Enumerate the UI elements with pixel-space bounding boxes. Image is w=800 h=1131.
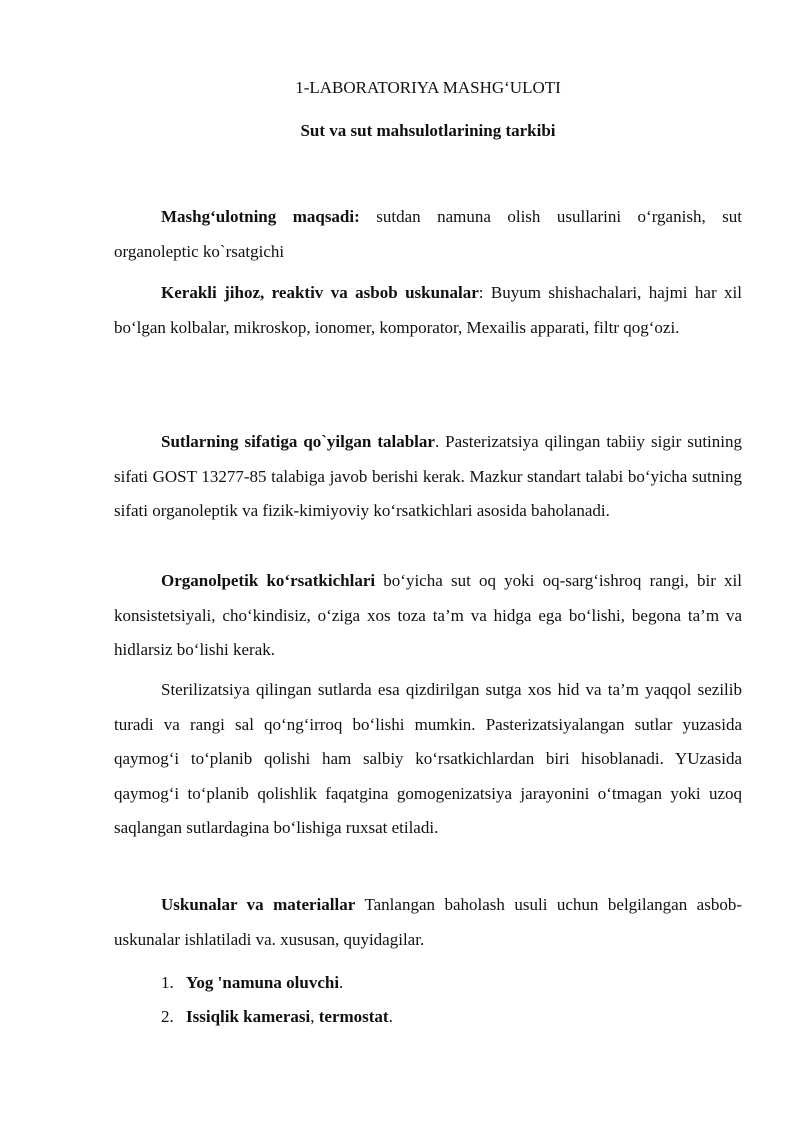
- list-item: [161, 1006, 393, 1028]
- equipment-label: Kerakli jihoz, reaktiv va asbob uskunalar: [161, 283, 479, 302]
- aim-text: sutdan namuna olish usullarini o‘rganish, sut organoleptic ko`rsatgichi: [114, 207, 742, 261]
- list-item-plain: .: [388, 1007, 393, 1026]
- aim-label: Mashg‘ulotning maqsadi:: [161, 207, 360, 226]
- requirements-paragraph: [114, 425, 742, 529]
- requirements-text: . Pasterizatsiya qilingan tabiiy sigir sutining sifati GOST 13277-85 talabiga javob berishi kerak. Mazkur standart talabi bo‘yicha sutning sifati organoleptik va fizik-kimiyoviy ko‘rsatkichlari asosida baholanadi.: [114, 432, 743, 521]
- list-item-bold: termostat: [318, 1007, 389, 1026]
- requirements-label: Sutlarning sifatiga qo`yilgan talablar: [161, 432, 435, 451]
- materials-label: Uskunalar va materiallar: [161, 895, 356, 914]
- list-item-bold: Yog 'namuna oluvchi: [186, 973, 340, 992]
- organoleptic-text: bo‘yicha sut oq yoki oq-sarg‘ishroq rangi, bir xil konsistetsiyali, cho‘kindisiz, o‘ziga xos toza ta’m va hidga ega bo‘lishi, begona ta’m va hidlarsiz bo‘lishi kerak.: [114, 571, 742, 660]
- aim-paragraph: [114, 200, 742, 269]
- equipment-text: : Buyum shishachalari, hajmi har xil bo‘lgan kolbalar, mikroskop, ionomer, komporator, Mexailis apparati, filtr qog‘ozi.: [114, 283, 742, 337]
- materials-paragraph: [114, 888, 742, 957]
- organoleptic-paragraph: [114, 564, 742, 668]
- document-title: 1-LABORATORIYA MASHG‘ULOTI: [295, 78, 561, 97]
- sterilized-paragraph: [114, 673, 742, 846]
- organoleptic-label: Organolpetik ko‘rsatkichlari: [161, 571, 376, 590]
- list-item-bold: Issiqlik kamerasi: [186, 1007, 311, 1026]
- list-item-number: 2.: [161, 1007, 174, 1026]
- list-item: [161, 972, 343, 994]
- list-item-number: 1.: [161, 973, 174, 992]
- list-item-plain: .: [339, 973, 344, 992]
- list-item-plain: ,: [310, 1007, 319, 1026]
- document-subtitle: Sut va sut mahsulotlarining tarkibi: [300, 121, 556, 140]
- equipment-paragraph: [114, 276, 742, 345]
- materials-text: Tanlangan baholash usuli uchun belgilangan asbob-uskunalar ishlatiladi va. xususan, quyidagilar.: [114, 895, 742, 949]
- sterilized-text: Sterilizatsiya qilingan sutlarda esa qizdirilgan sutga xos hid va ta’m yaqqol sezilib turadi va rangi sal qo‘ng‘irroq bo‘lishi mumkin. Pasterizatsiyalangan sutlar yuzasida qaymog‘i to‘planib qolishi ham salbiy ko‘rsatkichlardan biri hisoblanadi. YUzasida qaymog‘i to‘planib qolishlik faqatgina gomogenizatsiya jarayonini o‘tmagan yoki uzoq saqlangan sutlardagina bo‘lishiga ruxsat etiladi.: [114, 680, 742, 838]
